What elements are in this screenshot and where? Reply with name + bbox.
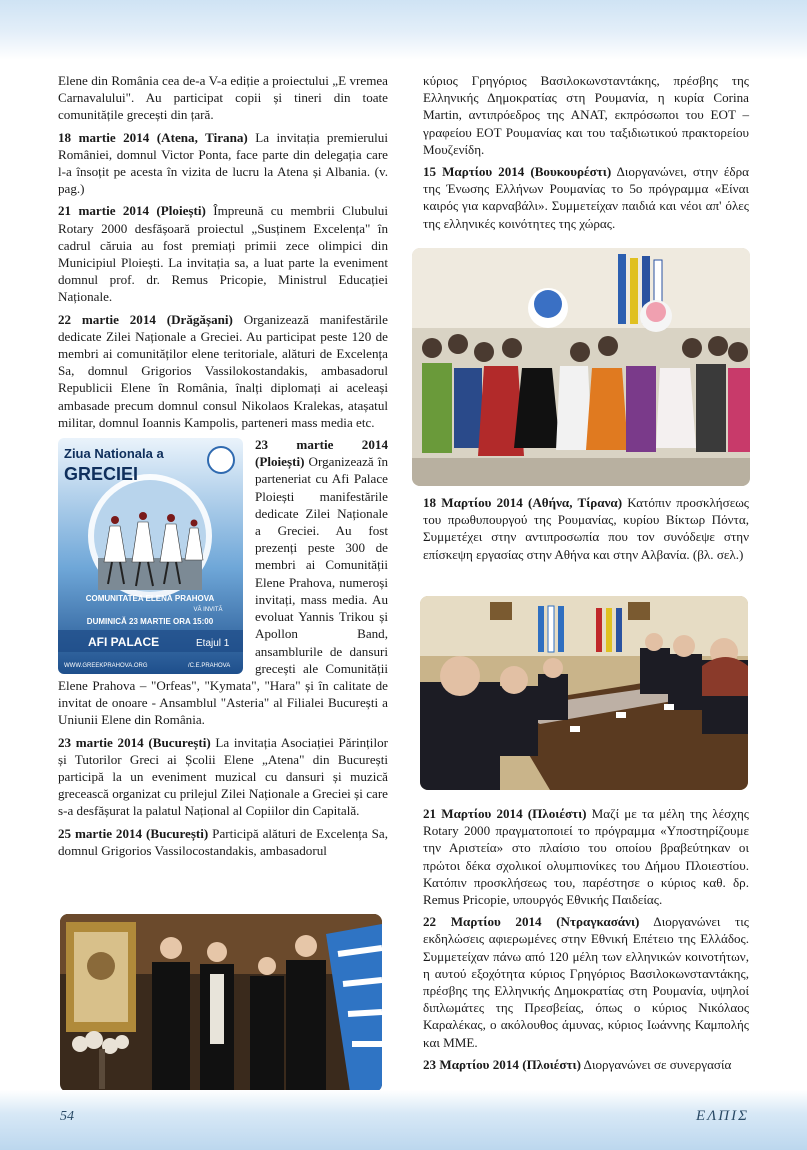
- event-heading: 21 Μαρτίου 2014 (Πλοιέστι): [423, 806, 587, 821]
- poster-floor: Etajul 1: [196, 638, 230, 650]
- paragraph: 15 Μαρτίου 2014 (Βουκουρέστι) Διοργανώνει, στην έδρα της Ένωσης Ελλήνων Ρουμανίας το 5ο πρόγραμμα «Είναι καιρός για καρναβάλι». Συμμετείχαν παιδιά και νέοι απ' όλες της ελληνικές κοινότητες της χώρας.: [423, 164, 749, 231]
- ceremony-photo: [60, 914, 382, 1092]
- paragraph: 22 Μαρτίου 2014 (Ντραγκασάνι) Διοργανώνει τις εκδηλώσεις αφιερωμένες στην Εθνική Επέτειο της Ελλάδος. Συμμετείχαν πάνω από 120 μέλη των ελληνικών κοινοτήτων, η αυτού εξοχότητα κύριος Γρηγόριος Βασιλοκωνσταντάκης, πρέσβης της Ελληνικής Δημοκρατίας στη Ρουμανία, υψηλοί διπλωμάτες της Πρεσβείας, όπως ο κύριος Νικόλαος Καραλέκας, ο ακόλουθος άμυνας, κύριος Ιωάννης Καμπολής και ΜΜΕ.: [423, 914, 749, 1050]
- event-heading: 22 martie 2014 (Drăgășani): [58, 311, 233, 327]
- poster-invite: VĂ INVITĂ: [193, 607, 223, 614]
- paragraph: 23 martie 2014 (București) La invitația Asociației Părinților și Tutorilor Greci ai Școlii Elene „Atena" din București participă la un eveniment muzical cu dansuri și muzică grecească organizat cu prilejul Zilei Naționale a Greciei și care s-a desfășurat la palatul Național al Copiilor din Capitală.: [58, 734, 388, 819]
- event-heading: 23 Μαρτίου 2014 (Πλοιέστι): [423, 1056, 581, 1072]
- right-column-bottom: [423, 805, 749, 1078]
- poster-fb: /C.E.PRAHOVA: [188, 663, 231, 670]
- event-heading: 23 martie 2014 (București): [58, 734, 211, 750]
- paragraph: 23 Μαρτίου 2014 (Πλοιέστι) Διοργανώνει σε συνεργασία: [423, 1056, 732, 1072]
- left-column: [58, 72, 388, 864]
- paragraph: κύριος Γρηγόριος Βασιλοκωνσταντάκης, πρέσβης της Ελληνικής Δημοκρατίας στη Ρουμανία, η κυρία Corina Martin, αντιπρόεδρος της ANAT, εκπρόσωποι του ΕΟΤ – γραφείου ΕΟΤ Ρουμανίας και του ταξιδιωτικού πρακτορείου Μουζενίδη.: [423, 73, 749, 157]
- poster-venue: AFI PALACE: [88, 635, 160, 650]
- header-band: [0, 0, 807, 60]
- paragraph: 18 Μαρτίου 2014 (Αθήνα, Τίρανα) Κατόπιν προσκλήσεως του πρωθυπουργού της Ρουμανίας, κυρίου Βίκτωρ Πόντα, Συμμετέχει στην αντιπροσωπία που τον συνόδεψε στην επίσκεψη εργασίας στην Αθήνα και στην Αλβανία. (βλ. σελ.): [423, 495, 749, 562]
- page-number: 54: [60, 1109, 74, 1124]
- event-heading: 18 Μαρτίου 2014 (Αθήνα, Τίρανα): [423, 495, 623, 510]
- event-poster-image: [58, 438, 243, 674]
- right-column-middle: [423, 494, 749, 568]
- meeting-photo: [420, 596, 748, 790]
- event-heading: 22 Μαρτίου 2014 (Ντραγκασάνι): [423, 914, 640, 930]
- event-heading: 21 martie 2014 (Ploiești): [58, 203, 206, 219]
- poster-title-line1: Ziua Nationala a: [64, 446, 164, 462]
- footer-band: [0, 1090, 807, 1150]
- magazine-title: ΕΛΠΙΣ: [696, 1108, 749, 1124]
- event-heading: 18 martie 2014 (Atena, Tirana): [58, 129, 248, 145]
- event-heading: 25 martie 2014 (București): [58, 825, 209, 841]
- event-heading: 23 martie 2014 (Ploiești): [255, 437, 388, 470]
- poster-site: WWW.GREEKPRAHOVA.ORG: [64, 663, 148, 670]
- carnival-photo: [412, 248, 750, 486]
- paragraph: 21 martie 2014 (Ploiești) Împreună cu membrii Clubului Rotary 2000 desfășoară proiectul „Susținem Excelența" în cadrul căruia au fost premiați primii zece olimpici din Municipiul Ploiești. La invitația sa, a luat parte la eveniment domnul prof. dr. Remus Pricopie, Ministrul Educației Naționale.: [58, 203, 388, 305]
- paragraph: Ziua Nationala a GRECIEI COMUNITATEA ELENĂ PRAHOVA VĂ INVITĂ DUMINICĂ 23 MARTIE ORA 15:00 AFI PALACE Etajul 1 WWW.GREEKPRAHOVA.ORG /C.E.PRAHOVA 23 martie 2014 (Ploiești) Organizează în parteneriat cu Afi Palace Ploiești manifestările dedicate Zilei Naționale a Greciei. Au fost prezenți peste 300 de membri ai Comunității Elene Prahova, numeroși invitați, mass media. Au evoluat Yannis Trikou și Apollon Band, ansamblurile de dansuri grecești ale Comunității Elene Prahova – "Orfeas", "Kymata", "Hara" și în calitate de invitat de onoare - Ansamblul "Asteria" al Filialei București a Uniunii Elene din România.: [58, 437, 388, 728]
- paragraph: 25 martie 2014 (București) Participă alături de Excelența Sa, domnul Grigorios Vassilocostandakis, ambasadorul: [58, 825, 388, 858]
- poster-title-line2: GRECIEI: [64, 464, 139, 485]
- right-column-top: [423, 72, 749, 237]
- poster-org: COMUNITATEA ELENĂ PRAHOVA: [85, 594, 215, 604]
- paragraph: 21 Μαρτίου 2014 (Πλοιέστι) Μαζί με τα μέλη της λέσχης Rotary 2000 πραγματοποιεί το πρόγραμμα «Υποστηρίζουμε την Αριστεία» στο πλαίσιο του οποίου βραβεύτηκαν οι πρώτοι δέκα σχολικοί ολυμπιονίκες του Δήμου Πλοιεστίου. Κατόπιν προσκλήσεως του, παρέστησε ο κύριος καθ. δρ. Remus Pricopie, υπουργός Εθνικής Παιδείας.: [423, 806, 749, 908]
- paragraph: 22 martie 2014 (Drăgășani) Organizează manifestările dedicate Zilei Naționale a Greciei. Au participat peste 120 de membri ai comunităților elene teritoriale, alături de Excelența Sa, domnul Grigorios Vassilokostandakis, ambasadorul Republicii Elene în România, înalți diplomați ai aceleași ambasade precum domnul consul Nikolaos Kralekas, atașatul militar, domnul Ioannis Kampolis, parteneri mass media etc.: [58, 311, 388, 430]
- paragraph: Elene din România cea de-a V-a ediție a proiectului „E vremea Carnavalului". Au participat copii și tineri din toate comunitățile grecești din țară.: [58, 73, 388, 123]
- paragraph: 18 martie 2014 (Atena, Tirana) La invitația premierului României, domnul Victor Ponta, face parte din delegația care l-a însoțit pe acesta în vizita de lucru la Atena și Albania. (v. pag.): [58, 129, 388, 197]
- event-heading: 15 Μαρτίου 2014 (Βουκουρέστι): [423, 164, 612, 180]
- poster-date: DUMINICĂ 23 MARTIE ORA 15:00: [86, 617, 214, 627]
